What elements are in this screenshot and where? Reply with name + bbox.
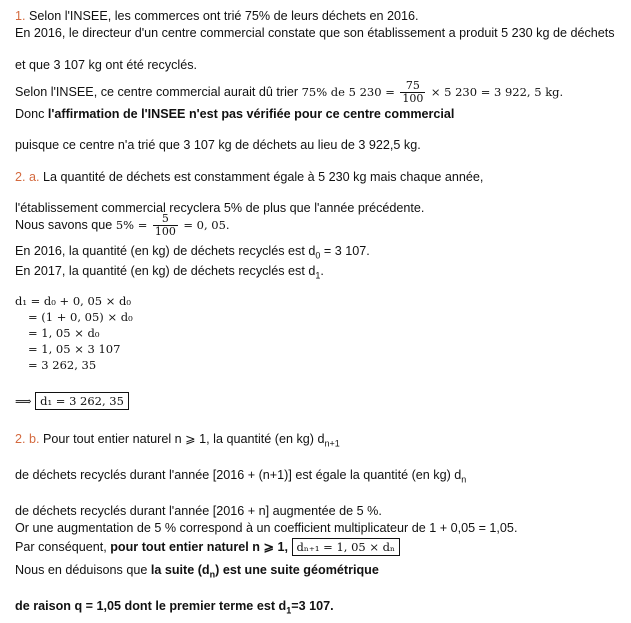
part2b-line5 bbox=[15, 538, 400, 556]
part2b-line5-text: Par conséquent, bbox=[15, 540, 111, 554]
part2b-line2 bbox=[15, 467, 466, 488]
part2b-line3: de déchets recyclés durant l'année [2016 + n] augmentée de 5 %. bbox=[15, 504, 382, 518]
result-line bbox=[15, 392, 129, 410]
fraction-denominator: 100 bbox=[402, 92, 424, 106]
part2a-line1 bbox=[15, 169, 483, 185]
part1-line2: En 2016, le directeur d'un centre commercial constate que son établissement a produit 5 230 kg de déchets bbox=[15, 26, 615, 40]
bold-text: la suite (d bbox=[150, 563, 210, 577]
subscript: n bbox=[461, 474, 467, 485]
part2a-line4-end: = 3 107. bbox=[320, 244, 370, 258]
part1-number: 1. bbox=[15, 9, 26, 23]
part1-line4-text: Selon l'INSEE, ce centre commercial aurait dû trier bbox=[15, 85, 299, 99]
subscript: 0 bbox=[315, 250, 321, 261]
part2b-line5-bold: pour tout entier naturel n ⩾ 1, bbox=[110, 540, 288, 554]
part1-line1 bbox=[15, 8, 419, 24]
part1-math-2: × 5 230 = 3 922, 5 kg. bbox=[430, 85, 564, 99]
part2b-line7-end: =3 107. bbox=[291, 599, 334, 613]
part1-line5 bbox=[15, 106, 454, 122]
part2a-line4-text: En 2016, la quantité (en kg) de déchets recyclés est d bbox=[15, 244, 316, 258]
part2a-number: 2. a. bbox=[15, 170, 40, 184]
equation-line-1: d₁ = d₀ + 0, 05 × d₀ bbox=[15, 294, 132, 308]
part2b-line4: Or une augmentation de 5 % correspond à un coefficient multiplicateur de 1 + 0,05 = 1,05. bbox=[15, 521, 518, 535]
part2a-math-2: = 0, 05. bbox=[183, 218, 230, 232]
part1-line6: puisque ce centre n'a trié que 3 107 kg de déchets au lieu de 3 922,5 kg. bbox=[15, 138, 421, 152]
part1-conclusion: l'affirmation de l'INSEE n'est pas vérifiée pour ce centre commercial bbox=[47, 107, 455, 121]
fraction-5-100 bbox=[153, 213, 178, 238]
equation-line-3: = 1, 05 × d₀ bbox=[28, 326, 100, 340]
equation-line-5: = 3 262, 35 bbox=[28, 358, 97, 372]
subscript: 1 bbox=[286, 605, 292, 616]
part2a-line3-text: Nous savons que bbox=[15, 218, 113, 232]
part2a-text-1: La quantité de déchets est constamment égale à 5 230 kg mais chaque année, bbox=[43, 170, 484, 184]
part2b-line7-text: de raison q = 1,05 dont le premier terme est d bbox=[15, 599, 287, 613]
part1-line5-text: Donc bbox=[15, 107, 48, 121]
part1-line4 bbox=[15, 79, 563, 105]
part2a-math-1: 5% = bbox=[115, 218, 148, 232]
part2a-line3 bbox=[15, 211, 230, 239]
part2b-number: 2. b. bbox=[15, 432, 40, 446]
fraction-75-100 bbox=[400, 80, 425, 105]
part2b-line7 bbox=[15, 598, 334, 619]
part2b-line1 bbox=[15, 431, 340, 452]
implies-arrow: ⟹ bbox=[15, 394, 32, 408]
part2a-line5-end: . bbox=[320, 264, 324, 278]
part2a-line5-text: En 2017, la quantité (en kg) de déchets recyclés est d bbox=[15, 264, 316, 278]
part2b-line6-text: Nous en déduisons que bbox=[15, 563, 151, 577]
fraction-numerator: 75 bbox=[400, 80, 425, 93]
subscript: n+1 bbox=[324, 438, 340, 449]
part1-math-1: 75% de 5 230 = bbox=[301, 85, 395, 99]
equation-line-4: = 1, 05 × 3 107 bbox=[28, 342, 121, 356]
part2b-line6-bold bbox=[150, 563, 379, 580]
subscript: n bbox=[209, 569, 216, 580]
part2a-line4 bbox=[15, 243, 370, 264]
part1-line3: et que 3 107 kg ont été recyclés. bbox=[15, 58, 198, 72]
bold-text-end: ) est une suite géométrique bbox=[215, 563, 379, 577]
part2a-line5 bbox=[15, 263, 324, 284]
fraction-denominator: 100 bbox=[154, 225, 176, 239]
subscript: 1 bbox=[315, 270, 321, 281]
part2a-line2: l'établissement commercial recyclera 5% de plus que l'année précédente. bbox=[15, 201, 425, 215]
result-box: d₁ = 3 262, 35 bbox=[35, 392, 129, 410]
part2b-text-1: Pour tout entier naturel n ⩾ 1, la quantité (en kg) d bbox=[43, 432, 325, 446]
part1-text-1: Selon l'INSEE, les commerces ont trié 75% de leurs déchets en 2016. bbox=[29, 9, 419, 23]
equation-line-2: = (1 + 0, 05) × d₀ bbox=[28, 310, 133, 324]
fraction-numerator: 5 bbox=[153, 213, 178, 226]
part2b-line6 bbox=[15, 562, 379, 583]
recurrence-box: dₙ₊₁ = 1, 05 × dₙ bbox=[292, 538, 401, 556]
part2b-text-2: de déchets recyclés durant l'année [2016 + (n+1)] est égale la quantité (en kg) d bbox=[15, 468, 462, 482]
